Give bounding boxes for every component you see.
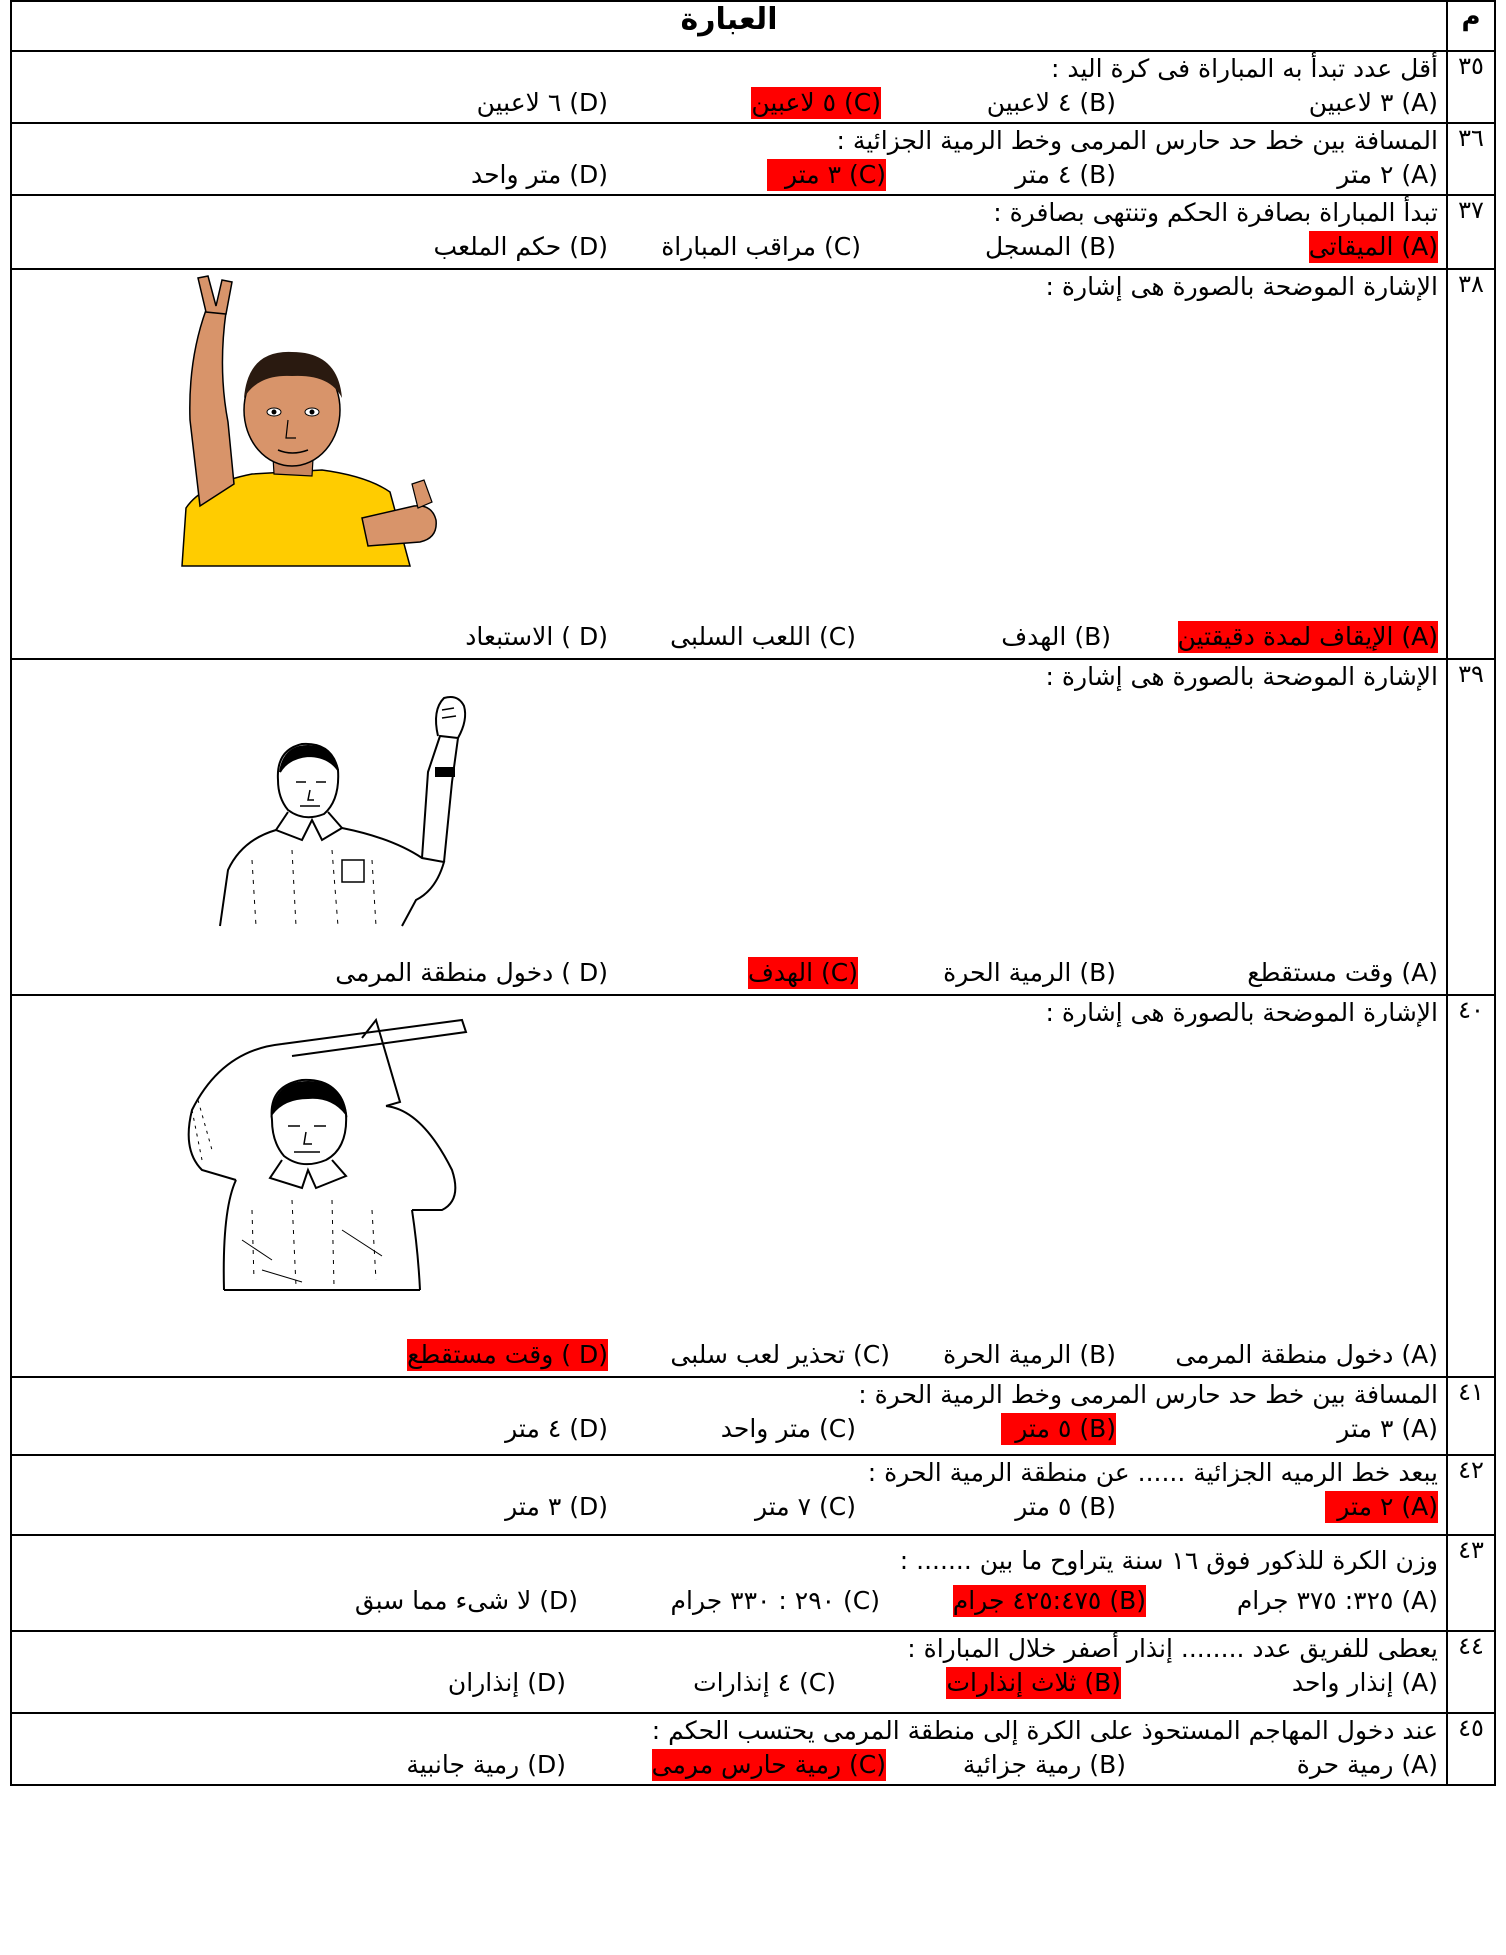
option-b[interactable]: (B) ٥ متر (1015, 1492, 1116, 1521)
question-number: ٤٠ (1447, 995, 1495, 1377)
question-number: ٤٤ (1447, 1631, 1495, 1713)
question-body (11, 51, 1447, 123)
option-a[interactable]: (A) دخول منطقة المرمى (1175, 1340, 1438, 1369)
option-b[interactable]: (B) الرمية الحرة (943, 958, 1116, 987)
option-d[interactable]: (D) متر واحد (470, 160, 608, 189)
question-row (11, 1455, 1495, 1535)
option-c[interactable]: (C) متر واحد (720, 1414, 856, 1443)
options-row (12, 228, 1446, 266)
option-c[interactable]: (C) ٤ إنذارات (693, 1668, 836, 1697)
question-number: ٤٢ (1447, 1455, 1495, 1535)
option-d[interactable]: (D) ٦ لاعبين (476, 88, 608, 117)
question-body (11, 1631, 1447, 1713)
question-stem: عند دخول المهاجم المستحوذ على الكرة إلى منطقة المرمى يحتسب الحكم : (651, 1716, 1438, 1745)
header-row (11, 1, 1495, 51)
option-b[interactable]: (B) رمية جزائية (962, 1750, 1126, 1779)
option-c[interactable]: (C) ٢٩٠ : ٣٣٠ جرام (670, 1586, 880, 1615)
option-d[interactable]: (D ) وقت مستقطع (407, 1340, 608, 1369)
option-c[interactable]: (C) تحذير لعب سلبى (670, 1340, 890, 1369)
option-a[interactable]: (A) ٣ متر (1337, 1414, 1438, 1443)
option-c[interactable]: (C) رمية حارس مرمى (651, 1750, 886, 1779)
option-a[interactable]: (A) ٢ متر (1325, 1491, 1438, 1523)
question-stem: تبدأ المباراة بصافرة الحكم وتنتهى بصافرة : (993, 198, 1438, 227)
options-row (12, 1582, 1446, 1620)
question-stem: الإشارة الموضحة بالصورة هى إشارة : (1045, 998, 1438, 1027)
option-a[interactable]: (A) الإيقاف لمدة دقيقتين (1177, 622, 1438, 651)
option-c[interactable]: (C) ٣ متر (767, 159, 886, 191)
option-d[interactable]: (D ) دخول منطقة المرمى (335, 958, 608, 987)
option-a[interactable]: (A) رمية حرة (1296, 1750, 1438, 1779)
question-number: ٣٥ (1447, 51, 1495, 123)
options-row (12, 1410, 1446, 1448)
question-body (11, 659, 1447, 995)
options-row (12, 156, 1446, 194)
option-b[interactable]: (B) ٤٢٥:٤٧٥ جرام (952, 1586, 1146, 1615)
question-number: ٣٩ (1447, 659, 1495, 995)
header-title: العبارة (11, 1, 1447, 51)
referee-time-out-signal-image (162, 1010, 502, 1300)
question-row (11, 1377, 1495, 1455)
question-row (11, 1631, 1495, 1713)
question-row (11, 1713, 1495, 1785)
referee-goal-signal-image (192, 690, 512, 930)
options-row (12, 618, 1446, 656)
option-b[interactable]: (B) ٤ لاعبين (986, 88, 1116, 117)
options-row (12, 1746, 1446, 1784)
question-body (11, 995, 1447, 1377)
question-number: ٣٨ (1447, 269, 1495, 659)
option-c[interactable]: (C) ٧ متر (754, 1492, 856, 1521)
question-row (11, 659, 1495, 995)
option-d[interactable]: (D ) الاستبعاد (465, 622, 608, 651)
question-row (11, 51, 1495, 123)
question-row (11, 195, 1495, 269)
option-a[interactable]: (A) الميقاتى (1308, 232, 1438, 261)
options-row (12, 1488, 1446, 1526)
question-body (11, 1455, 1447, 1535)
question-number: ٤٣ (1447, 1535, 1495, 1631)
option-a[interactable]: (A) ٢ متر (1337, 160, 1438, 189)
option-a[interactable]: (A) ٣٢٥: ٣٧٥ جرام (1236, 1586, 1438, 1615)
question-stem: المسافة بين خط حد حارس المرمى وخط الرمية الحرة : (858, 1380, 1438, 1409)
options-row (12, 1336, 1446, 1374)
question-stem: الإشارة الموضحة بالصورة هى إشارة : (1045, 662, 1438, 691)
option-c[interactable]: (C) مراقب المباراة (661, 232, 861, 261)
question-body (11, 1377, 1447, 1455)
question-body (11, 1713, 1447, 1785)
option-b[interactable]: (B) ثلاث إنذارات (946, 1668, 1121, 1697)
question-row (11, 1535, 1495, 1631)
question-row (11, 995, 1495, 1377)
option-b[interactable]: (B) المسجل (984, 232, 1116, 261)
option-c[interactable]: (C) الهدف (747, 958, 858, 987)
question-stem: يبعد خط الرميه الجزائية ...... عن منطقة الرمية الحرة : (867, 1458, 1438, 1487)
option-a[interactable]: (A) ٣ لاعبين (1308, 88, 1438, 117)
option-d[interactable]: (D) ٣ متر (505, 1492, 608, 1521)
question-stem: وزن الكرة للذكور فوق ١٦ سنة يتراوح ما بين ....... : (899, 1546, 1438, 1575)
question-row (11, 123, 1495, 195)
question-stem: المسافة بين خط حد حارس المرمى وخط الرمية الجزائية : (836, 126, 1438, 155)
questions-table (10, 0, 1496, 1786)
question-row (11, 269, 1495, 659)
option-b[interactable]: (B) الهدف (1001, 622, 1111, 651)
options-row (12, 1664, 1446, 1702)
referee-two-minute-signal-image (162, 270, 462, 570)
option-d[interactable]: (D) لا شىء مما سبق (354, 1586, 578, 1615)
option-d[interactable]: (D) رمية جانبية (406, 1750, 566, 1779)
options-row (12, 84, 1446, 122)
question-stem: يعطى للفريق عدد ........ إنذار أصفر خلال المباراة : (907, 1634, 1438, 1663)
option-d[interactable]: (D) حكم الملعب (433, 232, 608, 261)
option-b[interactable]: (B) ٤ متر (1015, 160, 1116, 189)
header-number: م (1447, 1, 1495, 51)
question-stem: أقل عدد تبدأ به المباراة فى كرة اليد : (1050, 54, 1438, 83)
option-c[interactable]: (C) اللعب السلبى (670, 622, 856, 651)
option-c[interactable]: (C) ٥ لاعبين (751, 88, 881, 117)
option-a[interactable]: (A) وقت مستقطع (1247, 958, 1438, 987)
options-row (12, 954, 1446, 992)
question-body (11, 195, 1447, 269)
question-body (11, 269, 1447, 659)
question-number: ٤١ (1447, 1377, 1495, 1455)
question-body (11, 1535, 1447, 1631)
option-d[interactable]: (D) ٤ متر (505, 1414, 608, 1443)
question-body (11, 123, 1447, 195)
option-a[interactable]: (A) إنذار واحد (1291, 1668, 1438, 1697)
question-number: ٣٧ (1447, 195, 1495, 269)
option-b[interactable]: (B) ٥ متر (1001, 1413, 1116, 1445)
option-d[interactable]: (D) إنذاران (447, 1668, 566, 1697)
exam-sheet (10, 0, 1496, 1955)
question-number: ٤٥ (1447, 1713, 1495, 1785)
option-b[interactable]: (B) الرمية الحرة (943, 1340, 1116, 1369)
question-number: ٣٦ (1447, 123, 1495, 195)
question-stem: الإشارة الموضحة بالصورة هى إشارة : (1045, 272, 1438, 301)
